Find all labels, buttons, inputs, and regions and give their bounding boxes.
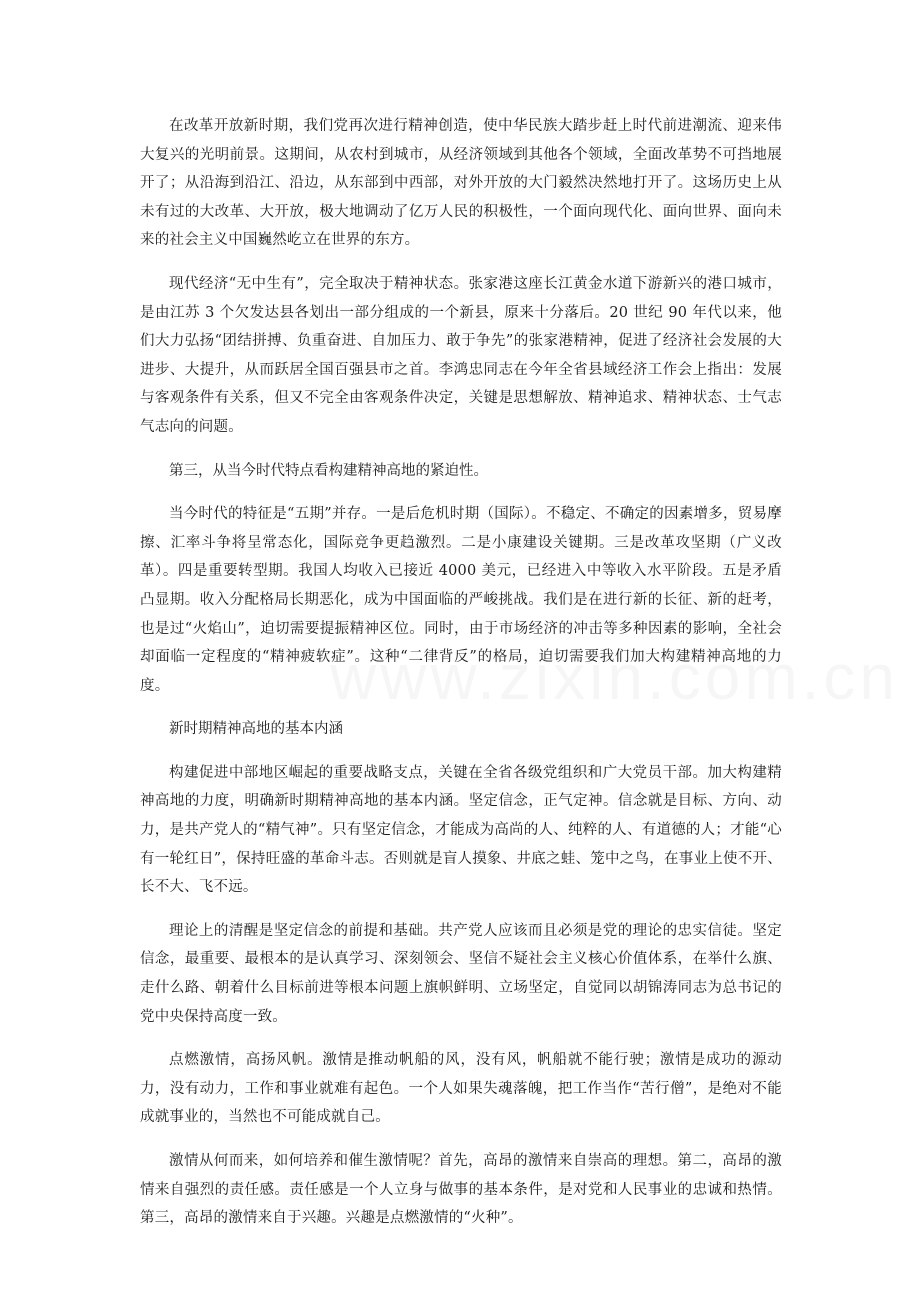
paragraph-firm-belief: 构建促进中部地区崛起的重要战略支点，关键在全省各级党组织和广大党员干部。加大构建精神高地的力度，明确新时期精神高地的基本内涵。坚定信念，正气定神。信念就是目标、方向、动力，是共产党人的“精气神”。只有坚定信念，才能成为高尚的人、纯粹的人、有道德的人；才能“心有一轮红日”，保持旺盛的革命斗志。否则就是盲人摸象、井底之蛙、笼中之鸟，在事业上使不开、长不大、飞不远。 [140,764,782,896]
paragraph-five-periods: 当今时代的特征是“五期”并存。一是后危机时期（国际）。不稳定、不确定的因素增多，贸易摩擦、汇率斗争将呈常态化，国际竞争更趋激烈。二是小康建设关键期。三是改革攻坚期（广义改革）。四是重要转型期。我国人均收入已接近 4000 美元，已经进入中等收入水平阶段。五是矛盾凸显期。收入分配格局长期恶化，成为中国面临的严峻挑战。我们是在进行新的长征、新的赶考，也是过“火焰山”，迫切需要提振精神区位。同时，由于市场经济的冲击等多种因素的影响，全社会却面临一定程度的“精神疲软症”。这种“二律背反”的格局，迫切需要我们加大构建精神高地的力度。 [140,506,782,694]
document-body [140,112,782,1248]
section-heading-third: 第三，从当今时代特点看构建精神高地的紧迫性。 [169,462,488,479]
paragraph-ignite-passion: 点燃激情，高扬风帆。激情是推动帆船的风，没有风，帆船就不能行驶；激情是成功的源动力，没有动力，工作和事业就难有起色。一个人如果失魂落魄，把工作当作“苦行僧”，是绝对不能成就事业的，当然也不可能成就自己。 [140,1052,782,1126]
paragraph-passion-source: 激情从何而来，如何培养和催生激情呢？首先，高昂的激情来自崇高的理想。第二，高昂的激情来自强烈的责任感。责任感是一个人立身与做事的基本条件，是对党和人民事业的忠诚和热情。第三，高昂的激情来自于兴趣。兴趣是点燃激情的“火种”。 [140,1153,782,1227]
paragraph-modern-economy: 现代经济“无中生有”，完全取决于精神状态。张家港这座长江黄金水道下游新兴的港口城市，是由江苏 3 个欠发达县各划出一部分组成的一个新县，原来十分落后。20 世纪 90 年代以来，他们大力弘扬“团结拼搏、负重奋进、自加压力、敢于争先”的张家港精神，促进了经济社会发展的大进步、大提升，从而跃居全国百强县市之首。李鸿忠同志在今年全省县域经济工作会上指出：发展与客观条件有关系，但又不完全由客观条件决定，关键是思想解放、精神追求、精神状态、士气志气志向的问题。 [140,275,782,435]
section-heading-basic-connotation: 新时期精神高地的基本内涵 [169,721,343,738]
paragraph-theory-clarity: 理论上的清醒是坚定信念的前提和基础。共产党人应该而且必须是党的理论的忠实信徒。坚定信念，最重要、最根本的是认真学习、深刻领会、坚信不疑社会主义核心价值体系，在举什么旗、走什么路、朝着什么目标前进等根本问题上旗帜鲜明、立场坚定，自觉同以胡锦涛同志为总书记的党中央保持高度一致。 [140,922,782,1025]
paragraph-reform-era: 在改革开放新时期，我们党再次进行精神创造，使中华民族大踏步赶上时代前进潮流、迎来伟大复兴的光明前景。这期间，从农村到城市，从经济领域到其他各个领域，全面改革势不可挡地展开了；从沿海到沿江、沿边，从东部到中西部，对外开放的大门毅然决然地打开了。这场历史上从未有过的大改革、大开放，极大地调动了亿万人民的积极性，一个面向现代化、面向世界、面向未来的社会主义中国巍然屹立在世界的东方。 [140,118,782,249]
